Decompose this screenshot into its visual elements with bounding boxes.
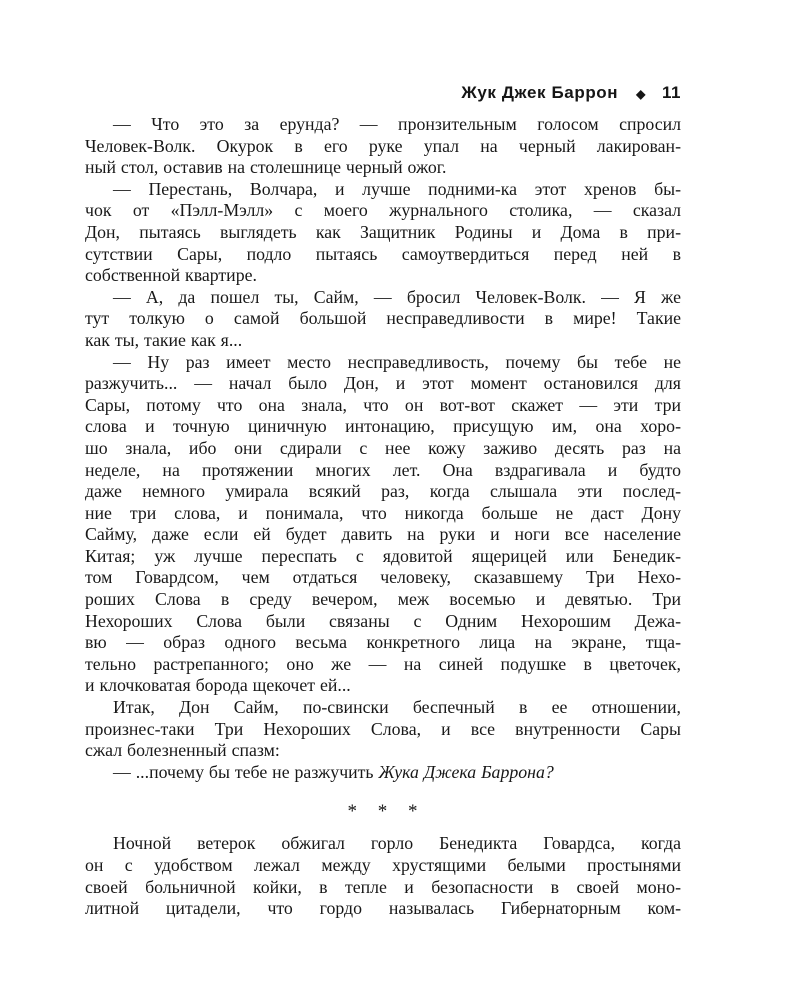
paragraph <box>85 833 681 919</box>
text-line: вю — образ одного весьма конкретного лица на экране, тща- <box>85 632 681 653</box>
text-line: Сайму, даже если ей будет давить на руки и ноги все население <box>85 524 681 545</box>
running-header-title: Жук Джек Баррон <box>461 83 619 102</box>
text-line: — Ну раз имеет место несправедливость, почему бы тебе не <box>113 351 681 372</box>
text-line: сжал болезненный спазм: <box>85 740 280 761</box>
text-line: своей больничной койки, в тепле и безопасности в своей моно- <box>85 876 681 897</box>
paragraph <box>85 762 681 784</box>
italic-book-title: Жука Джека Баррона? <box>378 761 554 782</box>
text-line: сутствии Сары, подло пытаясь самоутвердиться перед ней в <box>85 243 681 264</box>
text-line: ный стол, оставив на столешнице черный ожог. <box>85 157 447 178</box>
text-line: Китая; уж лучше переспать с ядовитой ящерицей или Бенедик- <box>85 545 681 566</box>
text-line: Человек-Волк. Окурок в его руке упал на черный лакирован- <box>85 135 681 156</box>
text-line: тельно растрепанного; оно же — на синей подушке в цветочек, <box>85 653 681 674</box>
text-line: — ...почему бы тебе не разжучить Жука Джека Баррона? <box>113 761 554 782</box>
diamond-icon: ◆ <box>636 86 647 101</box>
text-line: как ты, такие как я... <box>85 329 243 350</box>
text-line: собственной квартире. <box>85 265 257 286</box>
text-line: тут толкую о самой большой несправедливости в мире! Такие <box>85 308 681 329</box>
text-line: Итак, Дон Сайм, по-свински беспечный в ее отношении, <box>113 697 681 718</box>
text-line: разжучить... — начал было Дон, и этот момент остановился для <box>85 373 681 394</box>
text-line: он с удобством лежал между хрустящими белыми простынями <box>85 855 681 875</box>
text-line: — Что это за ерунда? — пронзительным голосом спросил <box>113 114 681 134</box>
paragraph <box>85 697 681 762</box>
text-line: чок от «Пэлл-Мэлл» с моего журнального столика, — сказал <box>85 200 681 221</box>
running-header <box>85 84 681 102</box>
text-line: — А, да пошел ты, Сайм, — бросил Человек-Волк. — Я же <box>113 286 681 307</box>
text-line: Нехороших Слова были связаны с Одним Нехорошим Дежа- <box>85 610 681 631</box>
text-line: ние три слова, и понимала, что никогда больше не даст Дону <box>85 502 681 523</box>
text-line: Сары, потому что она знала, что он вот-вот скажет — эти три <box>85 394 681 415</box>
paragraph <box>85 114 681 179</box>
section-break: * * * <box>347 801 419 823</box>
text-line: роших Слова в среду вечером, меж восемью и девятью. Три <box>85 589 681 610</box>
text-line: даже немного умирала всякий раз, когда слышала эти послед- <box>85 481 681 502</box>
text-line: произнес-таки Три Нехороших Слова, и все внутренности Сары <box>85 718 681 739</box>
text-line: — Перестань, Волчара, и лучше подними-ка этот хренов бы- <box>113 178 681 199</box>
paragraph <box>85 179 681 287</box>
page-body <box>85 114 681 920</box>
text-line: литной цитадели, что гордо называлась Гибернаторным ком- <box>85 898 681 919</box>
text-line: и клочковатая борода щекочет ей... <box>85 675 351 696</box>
page-number: 11 <box>662 83 681 102</box>
text-column <box>85 84 681 920</box>
text-line: том Говардсом, чем отдаться человеку, сказавшему Три Нехо- <box>85 567 681 588</box>
text-line: слова и точную циничную интонацию, присущую им, она хоро- <box>85 416 681 437</box>
text-line: шо знала, ибо они сдирали с нее кожу заживо десять раз на <box>85 437 681 458</box>
text-line: неделе, на протяжении многих лет. Она вздрагивала и будто <box>85 459 681 480</box>
paragraph <box>85 352 681 698</box>
text-line: Ночной ветерок обжигал горло Бенедикта Говардса, когда <box>113 833 681 854</box>
text-line: Дон, пытаясь выглядеть как Защитник Родины и Дома в при- <box>85 221 681 242</box>
paragraph <box>85 287 681 352</box>
